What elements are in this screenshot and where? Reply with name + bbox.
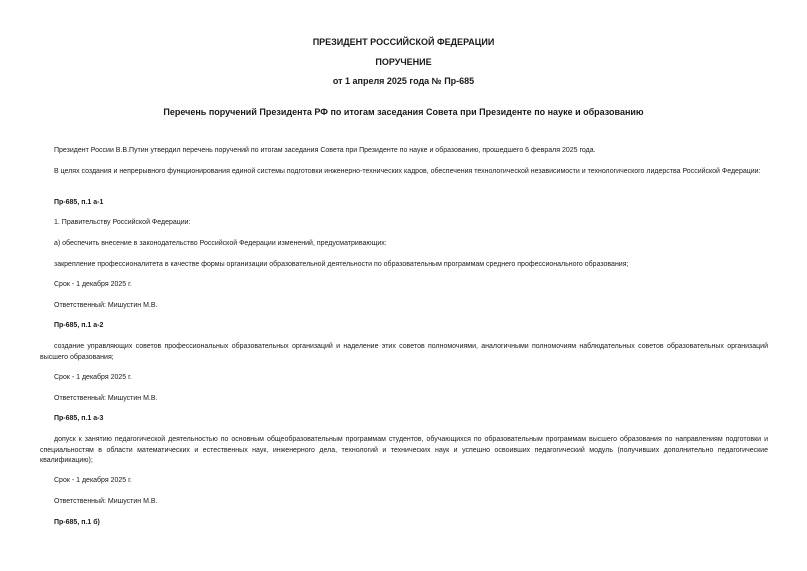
item3-text: допуск к занятию педагогической деятельностью по основным общеобразовательным программам студентов, обучающихся по образовательным программам высшего образования по направлениям подготовки и специальностям в области математических и естественных наук, инженерного дела, технологий и технических наук и успешно освоивших педагогический модуль (получивших дополнительно педагогические квалификацию); (40, 436, 768, 464)
issuer-title: ПРЕЗИДЕНТ РОССИЙСКОЙ ФЕДЕРАЦИИ (312, 37, 495, 47)
item1-heading: Пр-685, п.1 а-1 (54, 199, 104, 206)
item3-heading: Пр-685, п.1 а-3 (54, 415, 104, 422)
document-type: ПОРУЧЕНИЕ (375, 57, 432, 67)
item1-government: 1. Правительству Российской Федерации: (54, 219, 191, 226)
document-subtitle: Перечень поручений Президента РФ по итогам заседания Совета при Президенте по науке и образованию (163, 107, 644, 117)
item2-heading: Пр-685, п.1 а-2 (54, 322, 104, 329)
document-date-number: от 1 апреля 2025 года № Пр-685 (332, 76, 475, 86)
item2-term: Срок - 1 декабря 2025 г. (54, 374, 132, 381)
goal-paragraph: В целях создания и непрерывного функционирования единой системы подготовки инженерно-технических кадров, обеспечения технологической независимости и технологического лидерства Российской Федерации: (54, 168, 761, 175)
item4-heading: Пр-685, п.1 б) (54, 519, 100, 526)
intro-paragraph: Президент России В.В.Путин утвердил перечень поручений по итогам заседания Совета при Президенте по науке и образованию, прошедшего 6 февраля 2025 года. (54, 147, 596, 154)
item1-term: Срок - 1 декабря 2025 г. (54, 281, 132, 288)
item1-subpoint-a: а) обеспечить внесение в законодательство Российской Федерации изменений, предусматривающих: (54, 240, 387, 247)
item1-text: закрепление профессионалитета в качестве формы организации образовательной деятельности по образовательным программам среднего профессионального образования; (54, 261, 629, 268)
item3-term: Срок - 1 декабря 2025 г. (54, 477, 132, 484)
item2-text: создание управляющих советов профессиональных образовательных организаций и наделение этих советов полномочиями, аналогичными полномочиям наблюдательных советов образовательных организаций высшего образования; (40, 343, 768, 361)
item1-responsible: Ответственный: Мишустин М.В. (54, 302, 158, 309)
item3-responsible: Ответственный: Мишустин М.В. (54, 498, 158, 505)
item2-responsible: Ответственный: Мишустин М.В. (54, 395, 158, 402)
